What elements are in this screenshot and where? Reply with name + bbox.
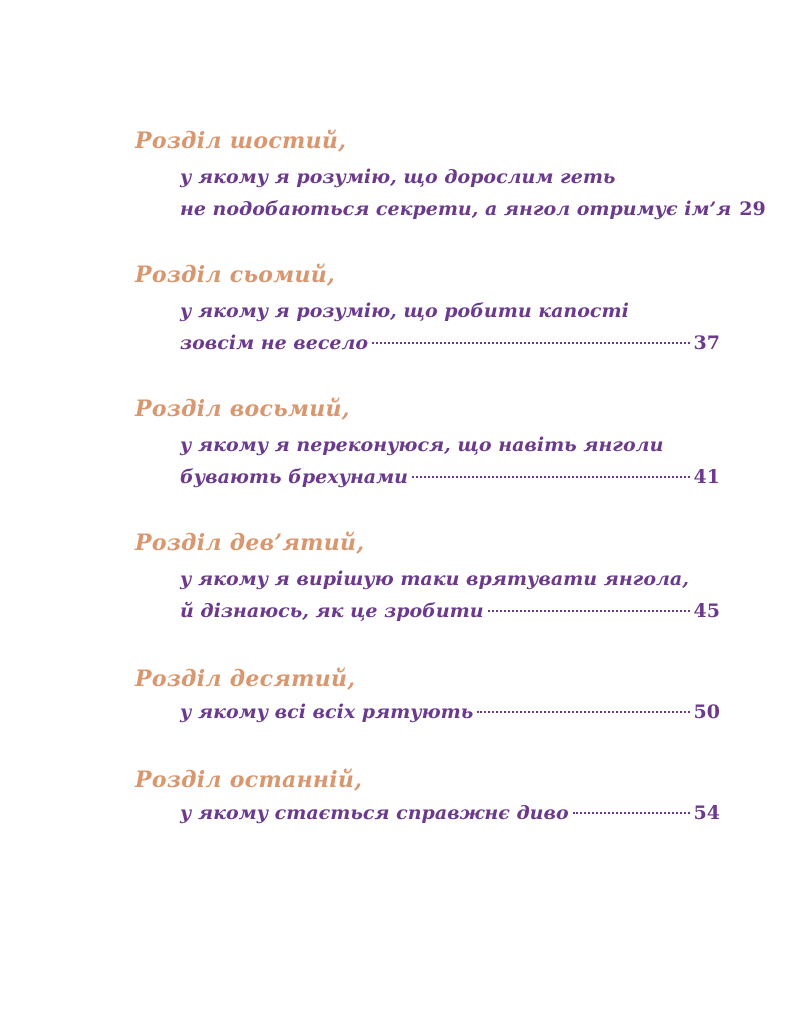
page-number: 54 bbox=[693, 802, 720, 824]
dot-leader bbox=[573, 812, 690, 814]
chapter-description-line bbox=[180, 701, 720, 723]
chapter-title: Розділ шостий, bbox=[135, 128, 347, 154]
dot-leader bbox=[477, 711, 689, 713]
chapter-title: Розділ дев’ятий, bbox=[135, 530, 365, 556]
page-number: 29 bbox=[739, 198, 766, 220]
chapter-description-line-1: у якому я розумію, що робити капості bbox=[180, 300, 629, 322]
chapter-description-line-2 bbox=[180, 332, 720, 354]
chapter-title: Розділ сьомий, bbox=[135, 262, 336, 288]
chapter-description-line-2 bbox=[180, 600, 720, 622]
chapter-description-text: у якому стається справжнє диво bbox=[180, 802, 569, 824]
chapter-description-text: зовсім не весело bbox=[180, 332, 369, 354]
chapter-title: Розділ останній, bbox=[135, 767, 363, 793]
chapter-description-line-1: у якому я вирішую таки врятувати янгола, bbox=[180, 568, 689, 590]
page-number: 41 bbox=[693, 466, 720, 488]
page-number: 37 bbox=[693, 332, 720, 354]
chapter-description-line-2 bbox=[180, 466, 720, 488]
chapter-description-text: бувають брехунами bbox=[180, 466, 408, 488]
chapter-description-text: у якому всі всіх рятують bbox=[180, 701, 474, 723]
dot-leader bbox=[372, 342, 689, 344]
chapter-title: Розділ десятий, bbox=[135, 666, 356, 692]
page-number: 45 bbox=[693, 600, 720, 622]
toc-entry-chapter-6 bbox=[135, 128, 766, 220]
dot-leader bbox=[488, 610, 690, 612]
chapter-description-line-2 bbox=[180, 198, 766, 220]
chapter-description-text: не подобаються секрети, а янгол отримує ім’я bbox=[180, 198, 732, 220]
toc-entry-chapter-10 bbox=[135, 666, 725, 723]
toc-entry-chapter-7 bbox=[135, 262, 725, 354]
dot-leader bbox=[412, 476, 690, 478]
chapter-description-line-1: у якому я розумію, що дорослим геть bbox=[180, 166, 616, 188]
toc-entry-chapter-9 bbox=[135, 530, 725, 622]
page-number: 50 bbox=[693, 701, 720, 723]
toc-entry-chapter-last bbox=[135, 767, 725, 824]
chapter-description-line bbox=[180, 802, 720, 824]
toc-entry-chapter-8 bbox=[135, 396, 725, 488]
chapter-description-text: й дізнаюсь, як це зробити bbox=[180, 600, 484, 622]
chapter-description-line-1: у якому я переконуюся, що навіть янголи bbox=[180, 434, 664, 456]
chapter-title: Розділ восьмий, bbox=[135, 396, 350, 422]
